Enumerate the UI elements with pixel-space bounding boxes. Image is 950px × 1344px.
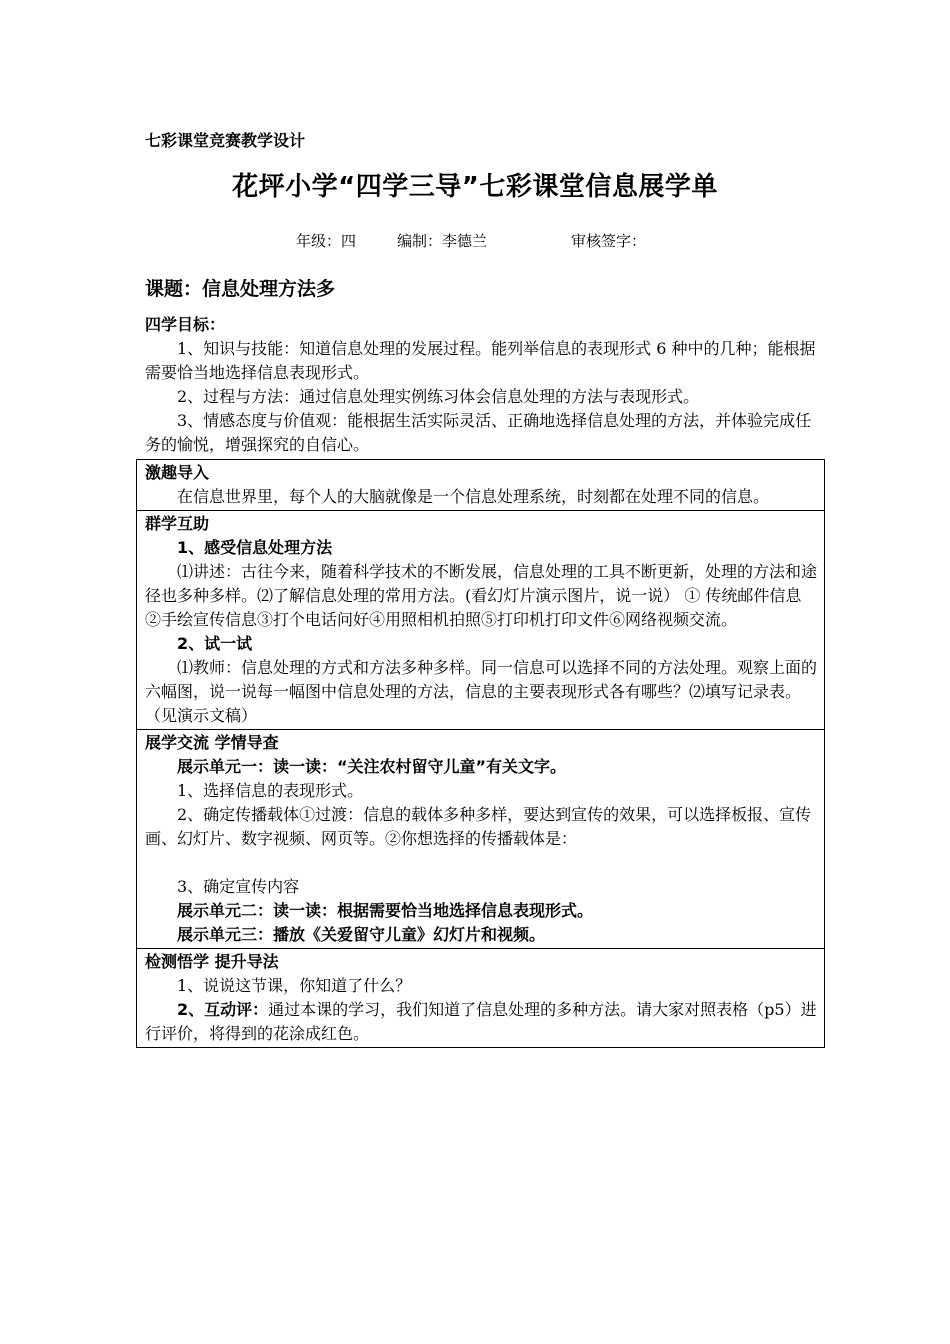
learning-goals bbox=[145, 313, 820, 457]
grade-label: 年级：四 bbox=[296, 232, 357, 250]
section-text: ⑴讲述：古往今来，随着科学技术的不断发展，信息处理的工具不断更新，处理的方法和途径也多种多样。⑵了解信息处理的常用方法。(看幻灯片演示图片，说一说） ① 传统邮件信息②手绘宣传信息③打个电话问好④用照相机拍照⑤打印机打印文件⑥网络视频交流。 bbox=[145, 562, 818, 629]
lesson-subject: 课题：信息处理方法多 bbox=[145, 278, 336, 300]
lesson-table bbox=[136, 459, 825, 1048]
page-title: 花坪小学“四学三导”七彩课堂信息展学单 bbox=[232, 172, 718, 202]
interactive-eval-label: 2、互动评： bbox=[177, 1000, 269, 1019]
section-text: 在信息世界里，每个人的大脑就像是一个信息处理系统，时刻都在处理不同的信息。 bbox=[177, 487, 770, 506]
section-text: 2、确定传播载体①过渡：信息的载体多种多样，要达到宣传的效果，可以选择板报、宣传画、幻灯片、数字视频、网页等。②你想选择的传播载体是： bbox=[145, 805, 812, 848]
section-text: ⑴教师：信息处理的方式和方法多种多样。同一信息可以选择不同的方法处理。观察上面的六幅图，说一说每一幅图中信息处理的方法，信息的主要表现形式各有哪些？⑵填写记录表。（见演示文稿） bbox=[145, 658, 818, 725]
section-text: 1、说说这节课，你知道了什么？ bbox=[177, 976, 412, 995]
section-group-learning bbox=[137, 511, 825, 730]
goal-item: 2、过程与方法：通过信息处理实例练习体会信息处理的方法与表现形式。 bbox=[177, 387, 700, 406]
editor-label: 编制：李德兰 bbox=[397, 232, 488, 250]
section-title: 展学交流 学情导查 bbox=[145, 733, 279, 752]
section-title: 群学互助 bbox=[145, 514, 210, 533]
interactive-eval-text: 通过本课的学习，我们知道了信息处理的多种方法。请大家对照表格（p5）进行评价，将得到的花涂成红色。 bbox=[145, 1000, 817, 1043]
section-show-exchange bbox=[137, 730, 825, 949]
header-label: 七彩课堂竞赛教学设计 bbox=[145, 131, 306, 150]
section-intro bbox=[137, 460, 825, 511]
section-title: 检测悟学 提升导法 bbox=[145, 952, 279, 971]
subsection-title: 2、试一试 bbox=[177, 634, 253, 653]
section-title: 激趣导入 bbox=[145, 463, 210, 482]
section-text: 3、确定宣传内容 bbox=[177, 877, 300, 896]
unit-title: 展示单元一：读一读：“关注农村留守儿童”有关文字。 bbox=[177, 757, 567, 776]
section-text bbox=[145, 998, 817, 1046]
section-text: 1、选择信息的表现形式。 bbox=[177, 781, 364, 800]
subsection-title: 1、感受信息处理方法 bbox=[177, 538, 333, 557]
unit-title: 展示单元二：读一读：根据需要恰当地选择信息表现形式。 bbox=[177, 901, 594, 920]
unit-title: 展示单元三：播放《关爱留守儿童》幻灯片和视频。 bbox=[177, 925, 546, 944]
goal-item: 1、知识与技能：知道信息处理的发展过程。能列举信息的表现形式 6 种中的几种；能根据需要恰当地选择信息表现形式。 bbox=[145, 339, 816, 382]
section-check bbox=[137, 949, 825, 1048]
review-signature-label: 审核签字： bbox=[571, 232, 647, 250]
goals-heading: 四学目标： bbox=[145, 315, 226, 334]
blank-line bbox=[145, 851, 817, 875]
goal-item: 3、情感态度与价值观：能根据生活实际灵活、正确地选择信息处理的方法，并体验完成任务的愉悦，增强探究的自信心。 bbox=[145, 411, 812, 454]
